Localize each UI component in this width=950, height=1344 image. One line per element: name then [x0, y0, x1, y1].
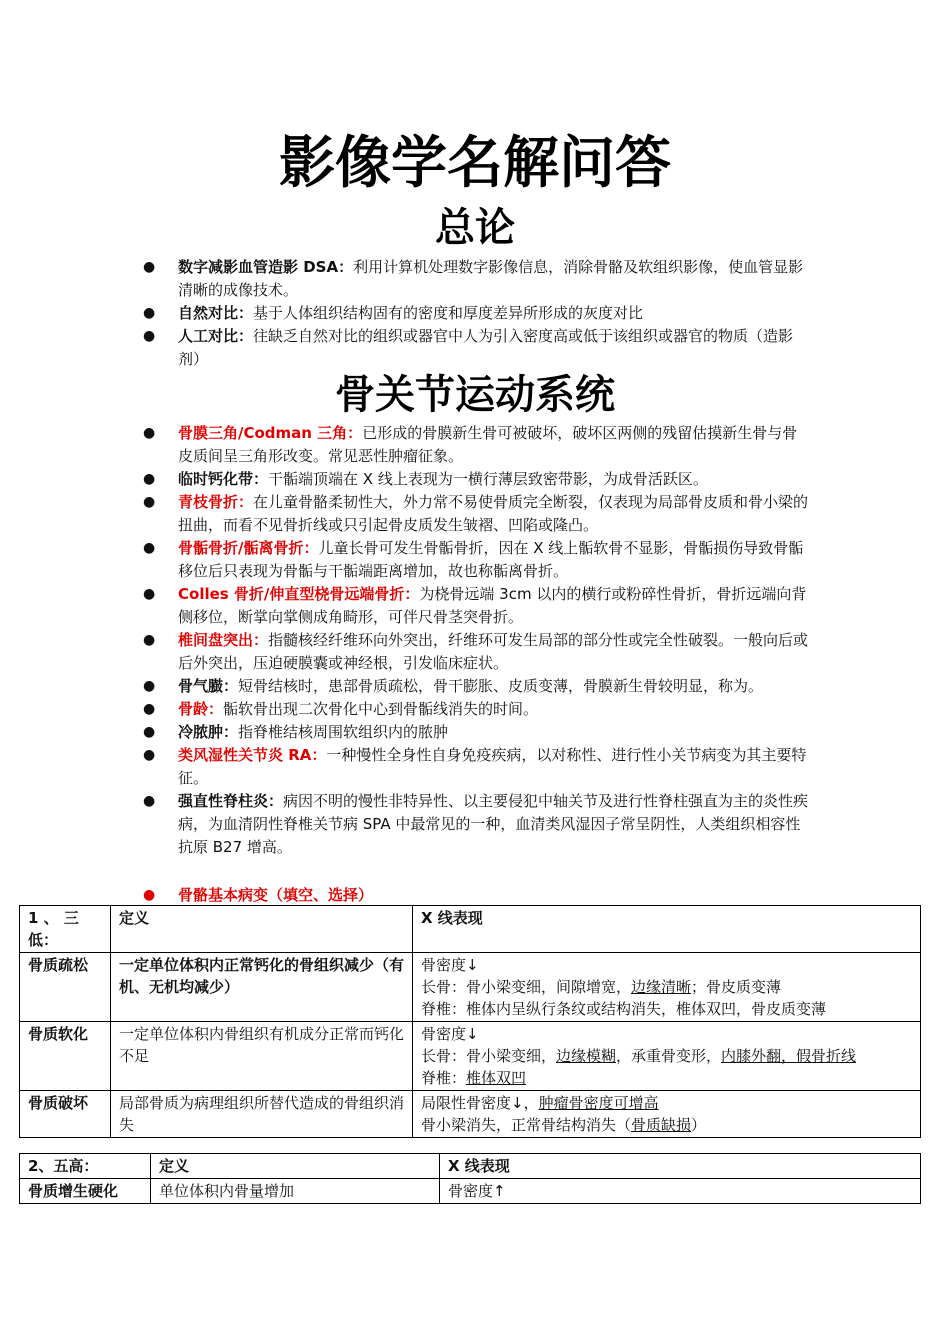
- xray-text: 骨小梁消失，正常骨结构消失（: [421, 1116, 632, 1134]
- list-item: [0, 302, 950, 325]
- term-definition: 短骨结核时，患部骨质疏松，骨干膨胀、皮质变薄，骨膜新生骨较明显，称为。: [238, 677, 764, 695]
- xray-line: 脊椎：椎体内呈纵行条纹或结构消失，椎体双凹，骨皮质变薄: [421, 1000, 827, 1018]
- page-title: 影像学名解问答: [279, 131, 671, 196]
- term-label: 骨膜三角/Codman 三角：: [178, 424, 363, 442]
- term-definition: 已形成的骨膜新生骨可被破坏，破坏区两侧的残留估摸新生骨与骨皮质间呈三角形改变。常见恶性肿瘤征象。: [178, 424, 798, 465]
- xray-line: 骨密度↓: [421, 1025, 479, 1043]
- row-xray: [413, 1022, 921, 1091]
- term-definition: 利用计算机处理数字影像信息，消除骨骼及软组织影像，使血管显影清晰的成像技术。: [178, 258, 804, 299]
- row-name: 骨质软化: [20, 1022, 111, 1091]
- bullet-icon: ●: [143, 494, 156, 510]
- list-item: [0, 698, 950, 721]
- section-title-general: 总论: [435, 205, 515, 251]
- term-definition: 指髓核经纤维环向外突出，纤维环可发生局部的部分性或完全性破裂。一般向后或后外突出，压迫硬膜囊或神经根，引发临床症状。: [178, 631, 809, 672]
- term-label: 临时钙化带：: [178, 470, 269, 488]
- xray-text: 长骨：骨小梁变细，: [421, 1047, 557, 1065]
- row-definition: 一定单位体积内正常钙化的骨组织减少（有机、无机均减少）: [111, 953, 413, 1022]
- xray-text: 长骨：骨小梁变细，间隙增宽，: [421, 978, 632, 996]
- bullet-icon: ●: [143, 540, 156, 556]
- term-label: 椎间盘突出：: [178, 631, 269, 649]
- xray-text: 局限性骨密度↓，: [421, 1094, 539, 1112]
- term-definition: 基于人体组织结构固有的密度和厚度差异所形成的灰度对比: [253, 304, 644, 322]
- row-name: 骨质破坏: [20, 1091, 111, 1138]
- row-xray: 骨密度↑: [440, 1179, 921, 1204]
- general-terms-list: [0, 256, 950, 371]
- term-label: 骨气臌：: [178, 677, 239, 695]
- xray-line: 骨密度↓: [421, 956, 479, 974]
- table-header-cell: X 线表现: [440, 1154, 921, 1179]
- bullet-icon: ●: [143, 471, 156, 487]
- bullet-icon: ●: [143, 586, 156, 602]
- subheading-basic-lesions: 骨骼基本病变（填空、选择）: [178, 886, 374, 904]
- subheading-list: [0, 884, 950, 907]
- musculoskeletal-terms-list: [0, 422, 950, 859]
- term-label: 骨骺骨折/骺离骨折：: [178, 539, 319, 557]
- table-row: [20, 1179, 921, 1204]
- five-high-table: [19, 1153, 921, 1204]
- section-title-musculoskeletal: 骨关节运动系统: [335, 372, 615, 418]
- list-item: [0, 256, 950, 302]
- term-label: Colles 骨折/伸直型桡骨远端骨折：: [178, 585, 420, 603]
- row-definition: 局部骨质为病理组织所替代造成的骨组织消失: [111, 1091, 413, 1138]
- list-item: [0, 325, 950, 371]
- xray-line: [421, 1045, 916, 1067]
- xray-underlined: 肿瘤骨密度可增高: [538, 1094, 659, 1112]
- table-header-cell: X 线表现: [413, 906, 921, 953]
- bullet-icon: ●: [143, 701, 156, 717]
- term-definition: 骺软骨出现二次骨化中心到骨骺线消失的时间。: [223, 700, 539, 718]
- term-definition: 干骺端顶端在 X 线上表现为一横行薄层致密带影，为成骨活跃区。: [268, 470, 708, 488]
- xray-line: [421, 1092, 916, 1114]
- list-item: [0, 491, 950, 537]
- xray-underlined: 椎体双凹: [466, 1069, 527, 1087]
- xray-underlined: 内膝外翻，假骨折线: [721, 1047, 857, 1065]
- table-row: [20, 1091, 921, 1138]
- bullet-icon: ●: [143, 724, 156, 740]
- term-definition: 为桡骨远端 3cm 以内的横行或粉碎性骨折，骨折远端向背侧移位，断掌向掌侧成角畸形，可伴尺骨茎突骨折。: [178, 585, 807, 626]
- xray-line: [421, 1114, 916, 1136]
- xray-text: ，承重骨变形，: [616, 1047, 722, 1065]
- xray-underlined: 边缘清晰: [631, 978, 692, 996]
- term-definition: 在儿童骨骼柔韧性大，外力常不易使骨质完全断裂，仅表现为局部骨皮质和骨小梁的扭曲，而看不见骨折线或只引起骨皮质发生皱褶、凹陷或隆凸。: [178, 493, 809, 534]
- term-label: 青枝骨折：: [178, 493, 254, 511]
- list-item: [0, 675, 950, 698]
- bullet-icon: ●: [143, 632, 156, 648]
- table-header-row: [20, 906, 921, 953]
- row-xray: [413, 953, 921, 1022]
- row-xray: [413, 1091, 921, 1138]
- term-label: 强直性脊柱炎：: [178, 792, 284, 810]
- bullet-icon: ●: [143, 793, 156, 809]
- list-item: [0, 537, 950, 583]
- table-row: [20, 953, 921, 1022]
- list-item: [0, 468, 950, 491]
- table-header-cell: 定义: [151, 1154, 440, 1179]
- bullet-icon: ●: [143, 887, 156, 903]
- table-header-cell: 1 、 三低：: [20, 906, 111, 953]
- bullet-icon: ●: [143, 678, 156, 694]
- row-name: 骨质增生硬化: [20, 1179, 151, 1204]
- term-definition: 一种慢性全身性自身免疫疾病，以对称性、进行性小关节病变为其主要特征。: [178, 746, 807, 787]
- table-header-cell: 2、五高：: [20, 1154, 151, 1179]
- list-item: [0, 721, 950, 744]
- xray-underlined: 边缘模糊: [556, 1047, 617, 1065]
- xray-text: 脊椎：: [421, 1069, 467, 1087]
- xray-line: [421, 1067, 916, 1089]
- three-low-table: [19, 905, 921, 1138]
- bullet-icon: ●: [143, 747, 156, 763]
- xray-text: ；骨皮质变薄: [691, 978, 782, 996]
- term-label: 自然对比：: [178, 304, 254, 322]
- term-definition: 指脊椎结核周围软组织内的脓肿: [238, 723, 449, 741]
- xray-underlined: 骨质缺损: [631, 1116, 692, 1134]
- list-item: [0, 790, 950, 859]
- term-definition: 病因不明的慢性非特异性、以主要侵犯中轴关节及进行性脊柱强直为主的炎性疾病，为血清阴性脊椎关节病 SPA 中最常见的一种，血清类风湿因子常呈阴性，人类组织相容性抗原 B27 增高。: [178, 792, 809, 856]
- term-label: 数字减影血管造影 DSA：: [178, 258, 354, 276]
- list-item: [0, 422, 950, 468]
- list-item: [0, 629, 950, 675]
- row-definition: 一定单位体积内骨组织有机成分正常而钙化不足: [111, 1022, 413, 1091]
- list-item: [0, 884, 950, 907]
- list-item: [0, 744, 950, 790]
- table-header-cell: 定义: [111, 906, 413, 953]
- list-item: [0, 583, 950, 629]
- xray-line: [421, 976, 916, 998]
- term-definition: 儿童长骨可发生骨骺骨折，因在 X 线上骺软骨不显影，骨骺损伤导致骨骺移位后只表现为骨骺与干骺端距离增加，故也称骺离骨折。: [178, 539, 804, 580]
- bullet-icon: ●: [143, 305, 156, 321]
- term-label: 骨龄：: [178, 700, 224, 718]
- xray-text: ）: [691, 1116, 707, 1134]
- table-header-row: [20, 1154, 921, 1179]
- row-definition: 单位体积内骨量增加: [151, 1179, 440, 1204]
- term-label: 类风湿性关节炎 RA：: [178, 746, 327, 764]
- term-definition: 往缺乏自然对比的组织或器官中人为引入密度高或低于该组织或器官的物质（造影剂）: [178, 327, 794, 368]
- table-row: [20, 1022, 921, 1091]
- bullet-icon: ●: [143, 328, 156, 344]
- bullet-icon: ●: [143, 425, 156, 441]
- term-label: 冷脓肿：: [178, 723, 239, 741]
- row-name: 骨质疏松: [20, 953, 111, 1022]
- bullet-icon: ●: [143, 259, 156, 275]
- term-label: 人工对比：: [178, 327, 254, 345]
